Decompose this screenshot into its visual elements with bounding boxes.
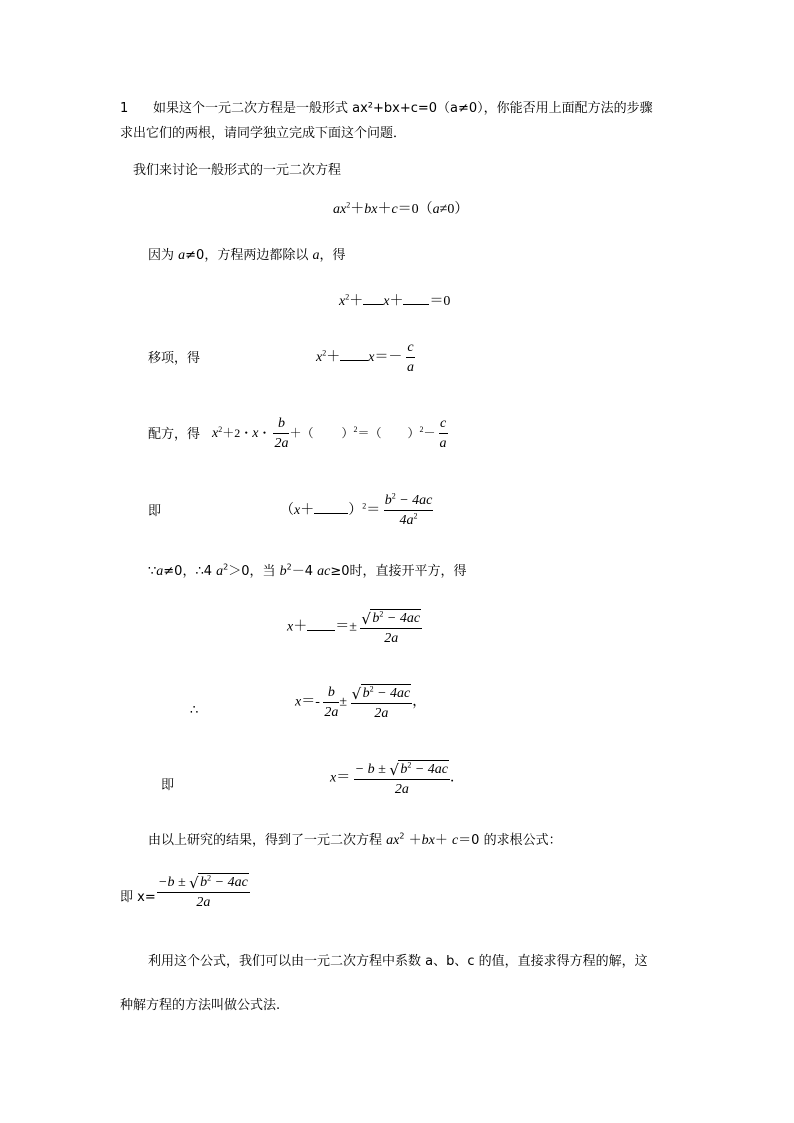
because-line: ∵a≠0，∴4 $a^2>0$，当 $b^2-4$ ac≥0时，直接开平方，得 [148,562,467,579]
transpose-label: 移项，得 [148,351,201,366]
root-equation: x＋ ＝± √ $b^2 - 4ac$ 2a [287,609,421,646]
complete-label: 配方，得 [148,427,201,442]
ie-label: 即 [148,504,162,519]
item-number: 1 [120,101,129,116]
formula-label: 即 x= [120,890,156,905]
ie2-equation: x＝ − b ± √ $b^2 - 4ac$ 2a ． [330,760,465,797]
ie-equation: $(x+ )^2=$ $\frac{b^2 - 4ac}{4a^2}$ [280,491,433,528]
divide-text: 因为 a≠0，方程两边都除以 a，得 [148,248,346,263]
closing-line: 种解方程的方法叫做公式法. [120,998,281,1013]
intro-text: 我们来讨论一般形式的一元二次方程 [133,163,342,178]
transpose-equation: $x^2+ x=-$ $\frac{c}{a}$ [316,340,414,375]
divided-equation: $x^2+ x+ =0$ [339,292,451,309]
therefore-equation: x＝- $\frac{b}{2a}$ ± √ $b^2 - 4ac$ 2a ， [295,684,427,721]
general-equation: $ax^2+bx+c=0(a\ne 0)$ [333,200,469,217]
quadratic-formula: −b ± √ $b^2 - 4ac$ 2a [158,873,248,910]
ie2-label: 即 [161,778,175,793]
therefore-symbol: ∴ [190,703,199,718]
complete-equation: $x^2+2$・x・ $\frac{b}{2a}$ ＋（ ）$^2$＝（ ）$^2$－ $\frac{c}{a}$ [212,416,447,451]
paragraph-line: 如果这个一元二次方程是一般形式 ax²+bx+c=0（a≠0），你能否用上面配方法的步骤 [153,101,653,116]
paragraph-line: 求出它们的两根，请同学独立完成下面这个问题． [120,126,407,141]
result-line: 由以上研究的结果，得到了一元二次方程 $ax^2 +bx+ c=0$ 的求根公式： [148,831,562,848]
closing-line: 利用这个公式，我们可以由一元二次方程中系数 a、b、c 的值，直接求得方程的解，这 [148,954,648,969]
